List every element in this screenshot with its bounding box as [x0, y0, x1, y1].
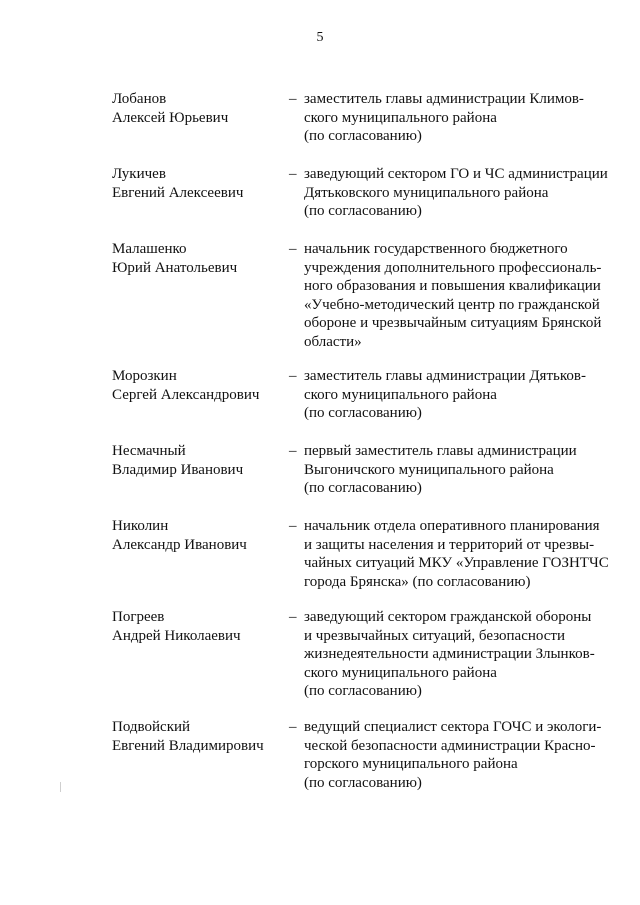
- dash: –: [289, 368, 297, 384]
- position-description: [304, 718, 614, 792]
- person-name: [112, 240, 282, 277]
- position-line: (по согласованию): [304, 203, 422, 219]
- position-description: [304, 442, 614, 498]
- surname: Подвойский: [112, 719, 191, 735]
- position-line: обороне и чрезвычайным ситуациям Брянской: [304, 315, 602, 331]
- position-line: жизнедеятельности администрации Злынков-: [304, 646, 595, 662]
- position-line: заместитель главы администрации Климов-: [304, 91, 584, 107]
- position-line: ского муниципального района: [304, 386, 497, 403]
- position-line: начальник государственного бюджетного: [304, 241, 568, 257]
- surname: Погреев: [112, 609, 165, 625]
- surname: Лукичев: [112, 166, 166, 182]
- position-line: (по согласованию): [304, 683, 422, 699]
- person-name: [112, 165, 282, 202]
- dash: –: [289, 166, 297, 182]
- position-description: [304, 240, 614, 351]
- position-line: (по согласованию): [304, 480, 422, 496]
- person-name: [112, 90, 282, 127]
- position-line: ного образования и повышения квалификации: [304, 278, 601, 294]
- position-line: (по согласованию): [304, 128, 422, 144]
- position-line: первый заместитель главы администрации: [304, 443, 577, 459]
- position-line: (по согласованию): [304, 774, 422, 791]
- position-line: заведующий сектором ГО и ЧС администрации: [304, 166, 608, 182]
- position-line: и защиты населения и территорий от чрезвы-: [304, 536, 595, 553]
- position-line: начальник отдела оперативного планирования: [304, 518, 600, 534]
- position-line: Дятьковского муниципального района: [304, 184, 549, 201]
- position-line: горского муниципального района: [304, 756, 518, 772]
- position-line: заведующий сектором гражданской обороны: [304, 609, 592, 625]
- given-name: Александр Иванович: [112, 536, 247, 553]
- surname: Николин: [112, 518, 169, 534]
- position-description: [304, 367, 614, 423]
- surname: Морозкин: [112, 368, 177, 384]
- position-line: (по согласованию): [304, 405, 422, 421]
- surname: Лобанов: [112, 91, 167, 107]
- dash: –: [289, 241, 297, 257]
- person-name: [112, 367, 282, 404]
- person-name: [112, 718, 282, 755]
- position-line: и чрезвычайных ситуаций, безопасности: [304, 627, 566, 644]
- position-line: учреждения дополнительного профессиональ-: [304, 259, 602, 276]
- position-line: ческой безопасности администрации Красно-: [304, 737, 596, 754]
- given-name: Юрий Анатольевич: [112, 259, 238, 276]
- scan-artifact: [60, 782, 61, 792]
- position-line: ского муниципального района: [304, 109, 497, 126]
- given-name: Евгений Владимирович: [112, 737, 264, 754]
- position-description: [304, 165, 614, 221]
- page-number: 5: [316, 30, 324, 45]
- given-name: Андрей Николаевич: [112, 627, 241, 644]
- dash: –: [289, 719, 297, 735]
- position-line: чайных ситуаций МКУ «Управление ГОЗНТЧС: [304, 555, 609, 571]
- given-name: Евгений Алексеевич: [112, 184, 244, 201]
- person-name: [112, 608, 282, 645]
- dash: –: [289, 609, 297, 625]
- position-line: города Брянска» (по согласованию): [304, 573, 531, 590]
- dash: –: [289, 443, 297, 459]
- dash: –: [289, 518, 297, 534]
- position-line: ского муниципального района: [304, 664, 497, 681]
- position-description: [304, 90, 614, 146]
- person-name: [112, 442, 282, 479]
- position-description: [304, 517, 614, 591]
- given-name: Владимир Иванович: [112, 461, 244, 478]
- position-description: [304, 608, 614, 701]
- given-name: Сергей Александрович: [112, 386, 260, 403]
- surname: Малашенко: [112, 241, 187, 257]
- surname: Несмачный: [112, 443, 186, 459]
- given-name: Алексей Юрьевич: [112, 109, 229, 126]
- dash: –: [289, 91, 297, 107]
- position-line: Выгоничского муниципального района: [304, 461, 554, 478]
- position-line: ведущий специалист сектора ГОЧС и экологи-: [304, 719, 602, 735]
- person-name: [112, 517, 282, 554]
- position-line: «Учебно-методический центр по гражданской: [304, 296, 600, 313]
- position-line: заместитель главы администрации Дятьков-: [304, 368, 586, 384]
- position-line: области»: [304, 333, 362, 350]
